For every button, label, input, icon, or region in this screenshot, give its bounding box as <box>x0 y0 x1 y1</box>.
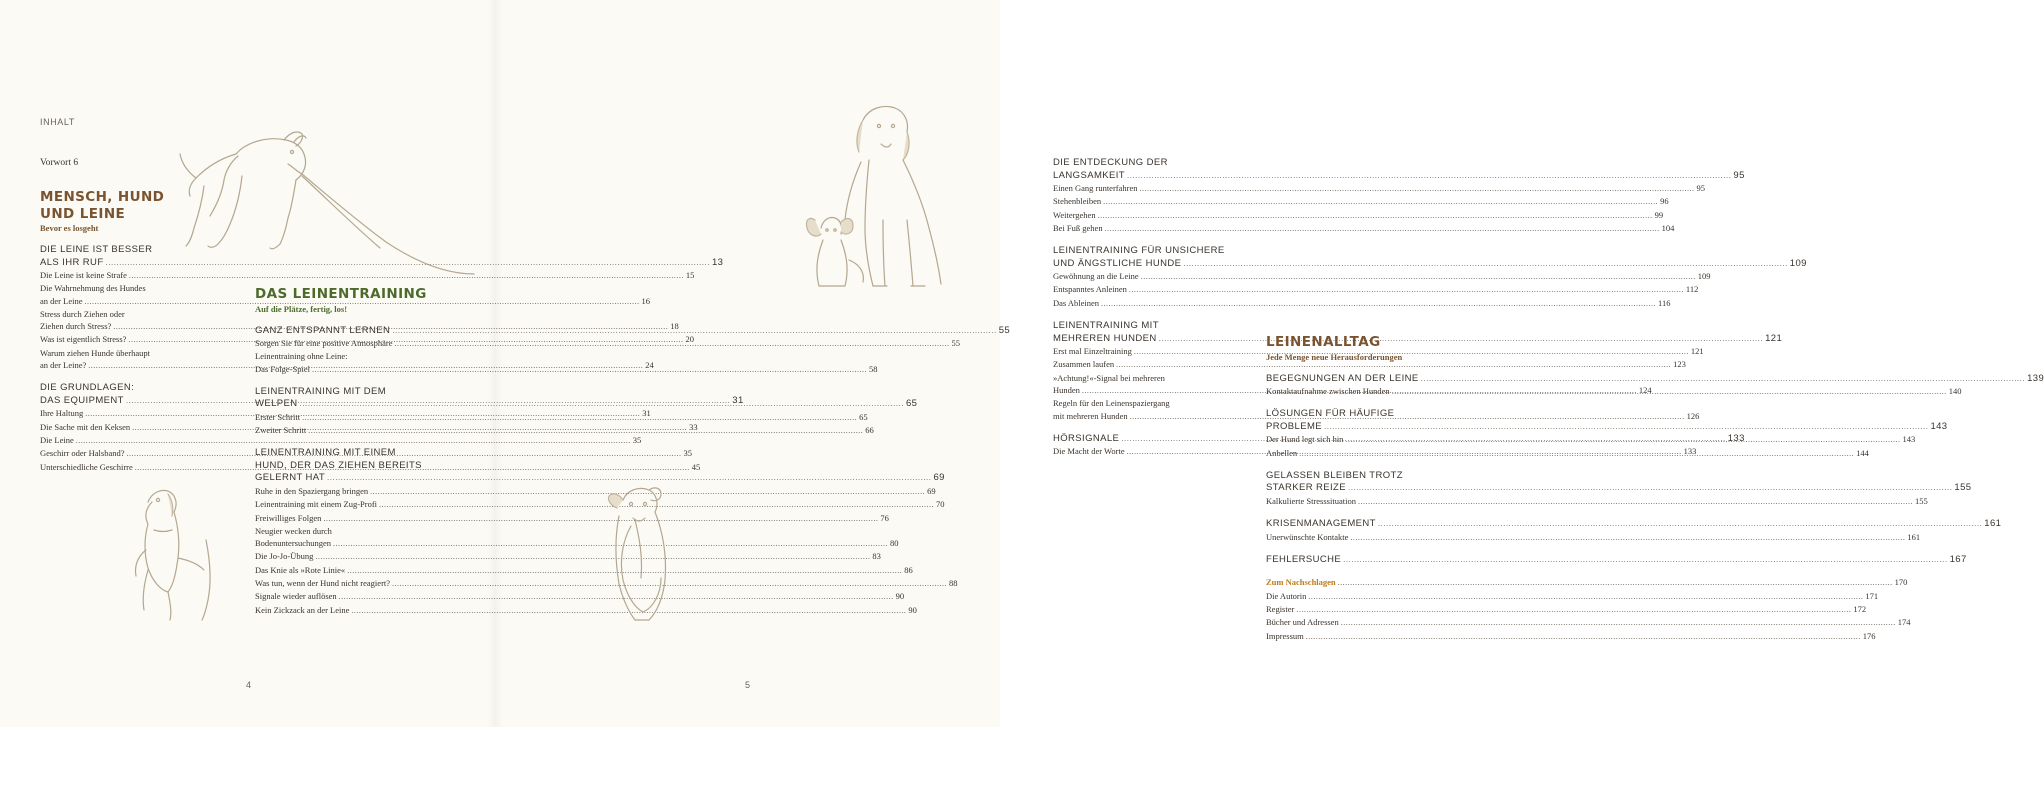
preface-entry: Vorwort 6 <box>40 158 79 168</box>
entry-text: Signale wieder auflösen <box>255 591 337 602</box>
dot-leader <box>1421 373 2025 386</box>
page-ref: 123 <box>1673 359 1686 370</box>
appendix-entry <box>1266 576 1908 589</box>
entry-text: WELPEN <box>255 398 298 410</box>
part-title: LEINENALLTAG <box>1266 334 1381 350</box>
page-ref: 104 <box>1661 222 1675 233</box>
page-ref: 171 <box>1865 590 1879 601</box>
toc-entry <box>255 550 881 563</box>
page-ref: 55 <box>998 324 1011 336</box>
page-ref: 174 <box>1897 617 1911 628</box>
page-ref: 35 <box>632 434 642 445</box>
page-ref: 95 <box>1733 169 1745 181</box>
toc-entry <box>1266 495 1928 508</box>
toc-entry <box>255 350 443 362</box>
toc-entry <box>1053 397 1241 409</box>
entry-text: Ihre Haltung <box>40 408 84 419</box>
page-ref: 95 <box>1696 183 1705 193</box>
entry-text: HÖRSIGNALE <box>1053 432 1120 444</box>
entry-text: an der Leine <box>40 295 83 306</box>
entry-text: Leinentraining ohne Leine: <box>255 351 348 362</box>
page-ref: 65 <box>905 398 918 410</box>
page-ref: 76 <box>880 512 889 523</box>
page-ref: 116 <box>1658 297 1671 308</box>
page-ref: 55 <box>951 338 960 348</box>
appendix-entry <box>1266 616 1911 629</box>
dot-leader <box>1338 577 1893 589</box>
entry-text: Geschirr oder Halsband? <box>40 448 125 459</box>
part-subtitle: Bevor es losgeht <box>40 223 99 233</box>
entry-text: Die Leine <box>40 434 74 445</box>
toc-entry <box>255 485 936 498</box>
page-ref: 143 <box>1902 434 1916 445</box>
page-ref: 140 <box>1948 386 1962 396</box>
entry-text: Das Ableinen <box>1053 297 1100 308</box>
entry-text: Ziehen durch Stress? <box>40 321 112 332</box>
entry-text: Was tun, wenn der Hund nicht reagiert? <box>255 578 391 589</box>
part-title: MENSCH, HUND UND LEINE <box>40 189 165 222</box>
page-ref: 69 <box>933 472 945 484</box>
page-ref: 86 <box>904 564 913 575</box>
toc-entry <box>255 577 958 590</box>
chapter <box>1266 518 2002 544</box>
part-subtitle: Jede Menge neue Herausforderungen <box>1266 351 1403 362</box>
entry-text: Was ist eigentlich Stress? <box>40 334 127 345</box>
entry-text: Zum Nachschlagen <box>1266 577 1336 588</box>
chapter-title-line: LEINENTRAINING MIT <box>1053 320 1159 332</box>
toc-entry <box>1053 182 1705 195</box>
appendix-entry <box>1266 603 1867 616</box>
chapter-title-line: LEINENTRAINING MIT DEM <box>255 385 387 397</box>
page-ref: 66 <box>865 425 874 436</box>
page-ref: 31 <box>642 408 651 419</box>
page-ref: 58 <box>869 363 878 374</box>
page-ref: 20 <box>685 334 694 345</box>
dot-leader <box>1129 284 1684 296</box>
entry-text: Ruhe in den Spaziergang bringen <box>255 485 369 496</box>
dot-leader <box>1296 604 1851 616</box>
entry-text: »Achtung!«-Signal bei mehreren <box>1053 372 1165 383</box>
page-number-left: 4 <box>246 680 252 690</box>
page-ref: 124 <box>1638 384 1652 395</box>
entry-text: Regeln für den Leinenspaziergang <box>1053 398 1170 409</box>
dot-leader <box>1127 170 1731 183</box>
dot-leader <box>1392 386 1947 398</box>
chapter-title <box>1266 518 2002 531</box>
chapter-title <box>1053 169 1745 183</box>
chapter <box>1053 245 1807 310</box>
chapter-title <box>1053 257 1807 271</box>
entry-text: DAS EQUIPMENT <box>40 394 124 406</box>
page-ref: 35 <box>683 448 692 459</box>
entry-text: Die Sache mit den Keksen <box>40 421 131 432</box>
toc-entry <box>40 269 695 282</box>
part-title: DAS LEINENTRAINING <box>255 286 427 302</box>
entry-text: Hunden <box>1053 384 1080 395</box>
page-ref: 133 <box>1683 446 1697 457</box>
page-ref: 109 <box>1789 257 1807 269</box>
entry-text: ALS IHR RUF <box>40 256 104 268</box>
chapter-title-line: LÖSUNGEN FÜR HÄUFIGE <box>1266 408 1395 420</box>
entry-text: Einen Gang runterfahren <box>1053 183 1138 193</box>
toc-entry <box>255 537 899 550</box>
dot-leader <box>1105 223 1660 235</box>
entry-text: Register <box>1266 604 1295 615</box>
entry-text: Die Leine ist keine Strafe <box>40 270 127 280</box>
entry-text: GANZ ENTSPANNT LERNEN <box>255 324 391 336</box>
page-ref: 33 <box>689 421 698 432</box>
page-ref: 167 <box>1949 553 1967 565</box>
page-ref: 83 <box>872 551 881 562</box>
page-ref: 80 <box>890 538 899 549</box>
page-ref: 65 <box>859 411 868 422</box>
page-ref: 176 <box>1862 630 1876 641</box>
entry-text: Die Jo-Jo-Übung <box>255 551 314 562</box>
dot-leader <box>1098 210 1653 222</box>
dot-leader <box>1183 258 1787 271</box>
page-ref: 18 <box>670 321 679 332</box>
chapter-title-line: DIE LEINE IST BESSER <box>40 244 153 255</box>
page-ref: 15 <box>685 270 695 280</box>
toc-entry <box>1053 297 1671 310</box>
toc-entry <box>255 512 889 525</box>
page-number-right: 5 <box>745 680 751 690</box>
toc-entry <box>255 590 905 603</box>
chapter-title <box>1266 420 1948 434</box>
entry-text: FEHLERSUCHE <box>1266 553 1342 565</box>
chapter-title-line: DIE GRUNDLAGEN: <box>40 382 135 394</box>
entry-text: UND ÄNGSTLICHE HUNDE <box>1053 257 1182 269</box>
page-ref: 99 <box>1654 209 1664 220</box>
chapter <box>1266 553 1967 567</box>
entry-text: Freiwilliges Folgen <box>255 512 322 523</box>
right-page <box>493 0 2044 727</box>
toc-entry <box>40 295 650 308</box>
entry-text: Kontaktaufnahme zwischen Hunden <box>1266 386 1390 396</box>
left-page <box>0 0 1011 727</box>
entry-text: Weitergehen <box>1053 209 1096 220</box>
entry-text: an der Leine? <box>40 360 87 371</box>
chapter <box>1053 157 1745 235</box>
dot-leader <box>1345 434 1900 446</box>
entry-text: Stehenbleiben <box>1053 196 1102 207</box>
entry-text: Kalkulierte Stresssituation <box>1266 495 1356 506</box>
dot-leader <box>1341 617 1896 629</box>
toc-entry <box>1053 195 1669 208</box>
page-ref: 88 <box>949 578 958 589</box>
appendix-entry <box>1266 590 1879 603</box>
page-ref: 170 <box>1894 577 1908 588</box>
toc-entry <box>1053 209 1664 222</box>
toc-entry <box>255 498 945 511</box>
entry-text: BEGEGNUNGEN AN DER LEINE <box>1266 372 1419 384</box>
dot-leader <box>1306 631 1861 643</box>
dot-leader <box>1101 298 1656 310</box>
page-ref: 109 <box>1697 271 1711 282</box>
entry-text: Anbellen <box>1266 447 1298 458</box>
entry-text: Die Macht der Worte <box>1053 446 1125 457</box>
chapter <box>1266 469 1972 508</box>
dot-leader <box>1343 554 1947 567</box>
page-ref: 13 <box>711 256 724 268</box>
entry-text: Sorgen Sie für eine positive Atmosphäre <box>255 338 393 348</box>
entry-text: Warum ziehen Hunde überhaupt <box>40 347 151 358</box>
part-subtitle: Auf die Plätze, fertig, los! <box>255 303 348 314</box>
running-head: INHALT <box>40 117 75 127</box>
toc-entry <box>1053 283 1699 296</box>
page-ref: 24 <box>645 360 654 371</box>
toc-entry <box>1266 531 1921 544</box>
toc-entry <box>40 434 642 447</box>
page-ref: 90 <box>895 591 905 602</box>
entry-text: Der Hund legt sich hin <box>1266 434 1344 445</box>
entry-text: Bei Fuß gehen <box>1053 222 1103 233</box>
page-ref: 90 <box>908 604 917 615</box>
chapter-title-line: GELASSEN BLEIBEN TROTZ <box>1266 469 1403 481</box>
entry-text: mit mehreren Hunden <box>1053 410 1128 421</box>
page-ref: 143 <box>1930 420 1948 432</box>
page-ref: 121 <box>1765 332 1783 344</box>
entry-text: Neugier wecken durch <box>255 525 332 536</box>
toc-entry <box>1053 358 1686 371</box>
entry-text: Gewöhnung an die Leine <box>1053 271 1139 282</box>
entry-text: MEHREREN HUNDEN <box>1053 332 1157 344</box>
toc-entry <box>255 525 443 537</box>
page-ref: 70 <box>936 499 945 510</box>
dot-leader <box>1324 421 1928 434</box>
page-ref: 126 <box>1686 410 1700 421</box>
toc-entry <box>255 604 917 617</box>
entry-text: STARKER REIZE <box>1266 482 1346 494</box>
toc-entry <box>40 282 228 294</box>
page-ref: 133 <box>1727 432 1745 444</box>
entry-text: Erster Schritt <box>255 411 301 422</box>
entry-text: PROBLEME <box>1266 420 1322 432</box>
chapter-title <box>1266 553 1967 567</box>
page-ref: 16 <box>641 295 650 306</box>
page-ref: 139 <box>2027 372 2044 384</box>
page-ref: 161 <box>1907 531 1921 542</box>
chapter-title <box>1266 482 1972 495</box>
chapter-title-line: LEINENTRAINING MIT EINEM <box>255 447 396 459</box>
page-ref: 45 <box>691 461 701 472</box>
page-ref: 155 <box>1914 495 1928 506</box>
toc-entry <box>1053 270 1711 283</box>
page-ref: 155 <box>1954 482 1972 494</box>
entry-text: Leinentraining mit einem Zug-Profi <box>255 499 378 510</box>
dot-leader <box>1358 496 1913 508</box>
entry-text: GELERNT HAT <box>255 472 326 484</box>
sitting-dachshund-illustration <box>118 480 228 630</box>
dot-leader <box>1378 518 1982 531</box>
entry-text: Stress durch Ziehen oder <box>40 308 125 319</box>
dot-leader <box>1140 183 1695 195</box>
entry-text: Das Knie als »Rote Linie« <box>255 564 346 575</box>
toc-entry <box>1053 222 1675 235</box>
chapter-title <box>255 472 945 485</box>
toc-entry <box>1053 372 1241 384</box>
chapter-title-line: HUND, DER DAS ZIEHEN BEREITS <box>255 459 422 471</box>
dot-leader <box>1350 532 1905 544</box>
dot-leader <box>1141 271 1696 283</box>
dot-leader <box>1103 196 1658 208</box>
chapter-title-line: LEINENTRAINING FÜR UNSICHERE <box>1053 245 1225 257</box>
page-ref: 69 <box>927 485 936 496</box>
appendix-entries <box>1266 576 1911 642</box>
chapter-title <box>40 256 724 270</box>
page-ref: 96 <box>1660 196 1669 207</box>
appendix-entry <box>1266 630 1876 643</box>
toc-entry <box>40 347 228 359</box>
entry-text: Zusammen laufen <box>1053 359 1115 370</box>
page-ref: 31 <box>732 394 744 406</box>
large-dog-and-papillon-illustration <box>783 100 983 300</box>
entry-text: KRISENMANAGEMENT <box>1266 518 1376 530</box>
entry-text: Die Wahrnehmung des Hundes <box>40 283 146 294</box>
page-ref: 172 <box>1853 604 1867 615</box>
entry-text: Erst mal Einzeltraining <box>1053 346 1132 357</box>
entry-text: LANGSAMKEIT <box>1053 169 1125 181</box>
entry-text: Entspanntes Anleinen <box>1053 284 1127 295</box>
toc-entry <box>255 564 913 577</box>
entry-text: Impressum <box>1266 630 1304 641</box>
dot-leader <box>1348 482 1952 495</box>
chapter-title <box>1266 372 2044 386</box>
entry-text: Kein Zickzack an der Leine <box>255 604 350 615</box>
terrier-with-leash-illustration <box>583 480 703 630</box>
entry-text: Die Autorin <box>1266 590 1307 601</box>
entry-text: Bücher und Adressen <box>1266 617 1339 628</box>
entry-text: Bodenuntersuchungen <box>255 538 332 549</box>
toc-entry <box>40 308 228 320</box>
entry-text: Das Folge-Spiel <box>255 363 311 374</box>
entry-text: Unerwünschte Kontakte <box>1266 531 1349 542</box>
page-ref: 144 <box>1856 447 1869 458</box>
page-ref: 161 <box>1984 518 2002 530</box>
dot-leader <box>1308 591 1863 603</box>
page-ref: 121 <box>1690 346 1704 357</box>
dot-leader <box>1299 448 1854 460</box>
entry-text: Unterschiedliche Geschirre <box>40 461 133 472</box>
entry-text: Zweiter Schritt <box>255 425 307 436</box>
chapter-title-line: DIE ENTDECKUNG DER <box>1053 157 1168 168</box>
page-ref: 112 <box>1685 284 1699 295</box>
dot-leader <box>1159 333 1763 346</box>
